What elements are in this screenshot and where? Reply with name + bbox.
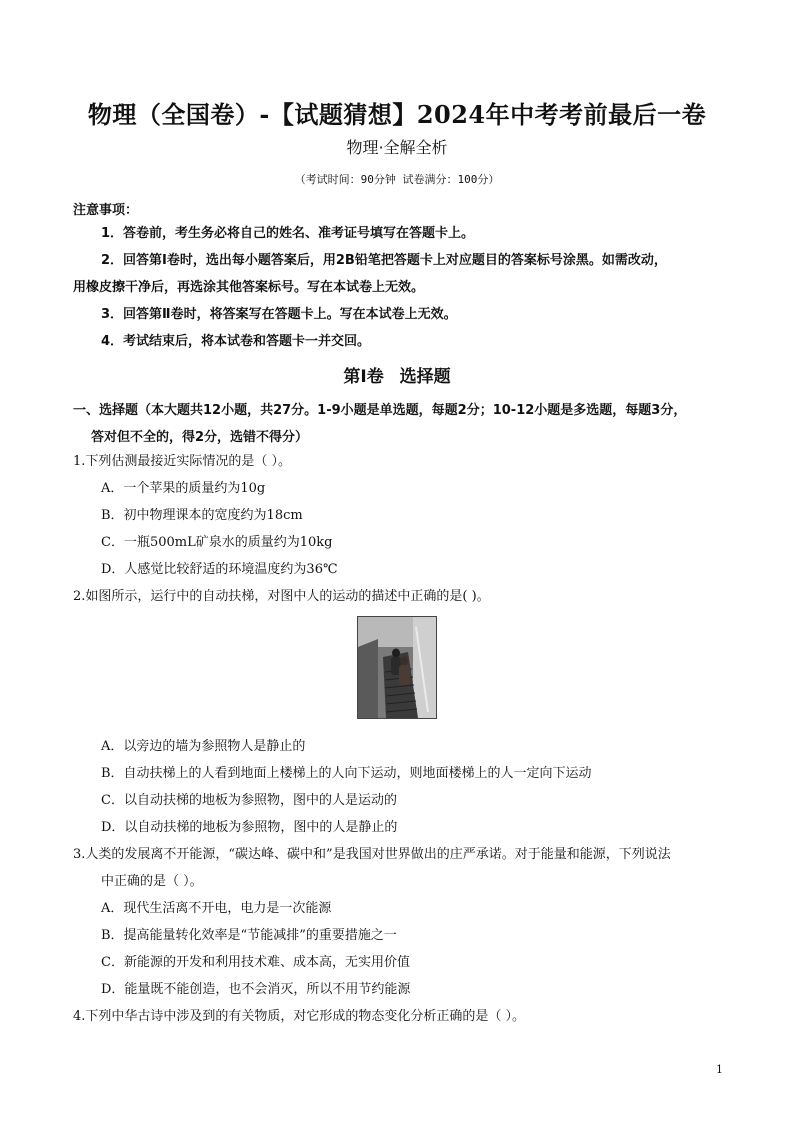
notice-list [73, 220, 723, 355]
question-3 [73, 841, 723, 1003]
option-d: D．能量既不能创造，也不会消灭，所以不用节约能源 [101, 982, 411, 997]
escalator-photo [357, 616, 437, 719]
section-title: 第Ⅰ卷 选择题 [343, 367, 451, 387]
notice-item: 2．回答第Ⅰ卷时，选出每小题答案后，用2B铅笔把答题卡上对应题目的答案标号涂黑。如需改动， [101, 253, 667, 268]
option-c: C．一瓶500mL矿泉水的质量约为10kg [101, 535, 333, 550]
question-stem: 4.下列中华古诗中涉及到的有关物质，对它形成的物态变化分析正确的是（ ）。 [73, 1009, 526, 1024]
option-c: C．以自动扶梯的地板为参照物，图中的人是运动的 [101, 793, 397, 808]
exam-info: （考试时间：90分钟 试卷满分：100分） [294, 173, 500, 186]
option-d: D．人感觉比较舒适的环境温度约为36℃ [101, 562, 338, 577]
question-list [73, 448, 723, 1030]
question-stem: 1.下列估测最接近实际情况的是（ ）。 [73, 454, 292, 469]
option-a: A．一个苹果的质量约为10g [101, 481, 266, 496]
paper-subtitle: 物理·全解全析 [346, 138, 448, 157]
part-heading-line: 一、选择题（本大题共12小题，共27分。1-9小题是单选题，每题2分；10-12小题是多选题，每题3分， [73, 403, 687, 418]
notice-item-continuation: 用橡皮擦干净后，再选涂其他答案标号。写在本试卷上无效。 [73, 280, 425, 295]
escalator-illustration [358, 617, 436, 718]
figure-container [73, 616, 723, 727]
page-number: 1 [716, 1063, 723, 1076]
option-c: C．新能源的开发和利用技术难、成本高，无实用价值 [101, 955, 410, 970]
part-heading-line: 答对但不全的，得2分，选错不得分） [91, 430, 309, 445]
option-b: B．自动扶梯上的人看到地面上楼梯上的人向下运动，则地面楼梯上的人一定向下运动 [101, 766, 592, 781]
notice-heading: 注意事项： [73, 203, 139, 218]
question-2 [73, 583, 723, 841]
option-a: A．以旁边的墙为参照物人是静止的 [101, 739, 306, 754]
question-4 [73, 1003, 723, 1030]
question-stem: 2.如图所示，运行中的自动扶梯，对图中人的运动的描述中正确的是( )。 [73, 589, 490, 604]
option-b: B．提高能量转化效率是“节能减排”的重要措施之一 [101, 928, 397, 943]
notice-item: 4．考试结束后，将本试卷和答题卡一并交回。 [101, 334, 371, 349]
question-stem-continuation: 中正确的是（ ）。 [101, 874, 203, 889]
paper-title: 物理（全国卷）-【试题猜想】2024年中考考前最后一卷 [87, 100, 707, 129]
option-a: A．现代生活离不开电，电力是一次能源 [101, 901, 332, 916]
part-heading [73, 397, 723, 451]
notice-item: 3．回答第Ⅱ卷时，将答案写在答题卡上。写在本试卷上无效。 [101, 307, 457, 322]
option-b: B．初中物理课本的宽度约为18cm [101, 508, 303, 523]
question-stem: 3.人类的发展离不开能源，“碳达峰、碳中和”是我国对世界做出的庄严承诺。对于能量和能源，下列说法 [73, 847, 671, 862]
option-d: D．以自动扶梯的地板为参照物，图中的人是静止的 [101, 820, 398, 835]
notice-item: 1．答卷前，考生务必将自己的姓名、准考证号填写在答题卡上。 [101, 226, 475, 241]
question-1 [73, 448, 723, 583]
